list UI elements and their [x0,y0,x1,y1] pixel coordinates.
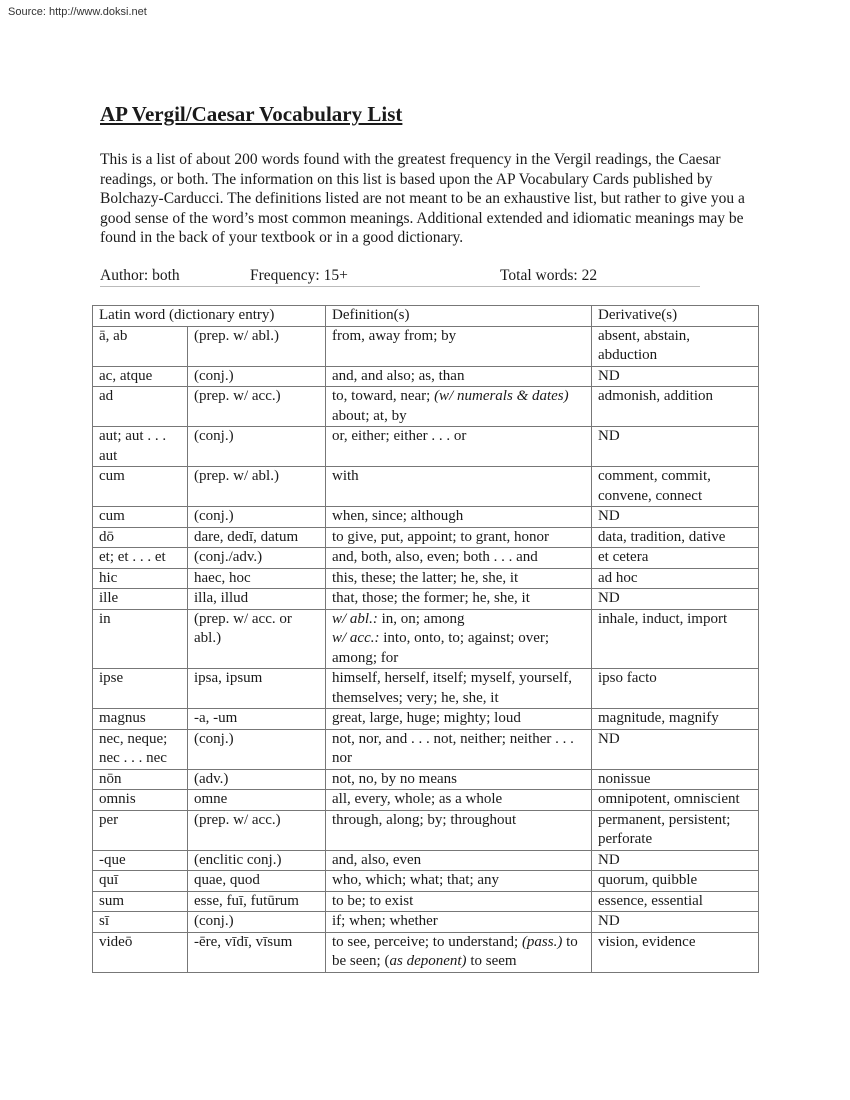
table-header-row [93,306,759,327]
latin-word: per [93,810,188,850]
dictionary-entry: (conj.) [188,729,326,769]
derivative: inhale, induct, import [592,609,759,669]
table-row [93,427,759,467]
derivative: ad hoc [592,568,759,589]
derivative: ND [592,729,759,769]
definition: and, and also; as, than [326,366,592,387]
derivative: nonissue [592,769,759,790]
derivative: quorum, quibble [592,871,759,892]
latin-word: cum [93,467,188,507]
derivative: data, tradition, dative [592,527,759,548]
table-row [93,729,759,769]
definition-text: to see, perceive; to understand; [332,933,522,950]
derivative: comment, commit, convene, connect [592,467,759,507]
table-row [93,790,759,811]
dictionary-entry: (prep. w/ acc.) [188,810,326,850]
definition-text: to be seen; ( [332,933,578,969]
derivative: absent, abstain, abduction [592,326,759,366]
derivative: ND [592,507,759,528]
dictionary-entry: (conj.) [188,366,326,387]
vocabulary-table [92,305,759,973]
definition: from, away from; by [326,326,592,366]
definition-note: w/ acc.: [332,630,380,646]
table-row [93,912,759,933]
definition: if; when; whether [326,912,592,933]
table-row [93,891,759,912]
definition-note: (pass.) [521,933,563,950]
definition: through, along; by; throughout [326,810,592,850]
dictionary-entry: (conj.) [188,427,326,467]
derivative: ND [592,366,759,387]
definition-text: in, on; among [377,610,465,627]
latin-word: ad [93,387,188,427]
latin-word: sī [93,912,188,933]
derivative: ND [592,589,759,610]
latin-word: sum [93,891,188,912]
table-row [93,609,759,669]
header-derivative: Derivative(s) [592,306,759,327]
definition-text: to seem [466,953,517,969]
derivative: ipso facto [592,669,759,709]
latin-word: magnus [93,709,188,730]
dictionary-entry: -ēre, vīdī, vīsum [188,932,326,972]
table-row [93,871,759,892]
definition: and, both, also, even; both . . . and [326,548,592,569]
dictionary-entry: illa, illud [188,589,326,610]
definition: to give, put, appoint; to grant, honor [326,527,592,548]
definition-text: to, toward, near; [332,388,435,404]
page-title: AP Vergil/Caesar Vocabulary List [100,102,403,126]
dictionary-entry: (conj.) [188,912,326,933]
header-definition: Definition(s) [326,306,592,327]
definition-note: (w/ numerals & dates) [434,388,569,404]
latin-word: ille [93,589,188,610]
derivative: ND [592,912,759,933]
definition-note: as deponent) [389,953,467,969]
derivative: et cetera [592,548,759,569]
definition: himself, herself, itself; myself, yourself, themselves; very; he, she, it [326,669,592,709]
derivative: ND [592,427,759,467]
latin-word: ipse [93,669,188,709]
author-label: Author: both [100,267,180,284]
derivative: admonish, addition [592,387,759,427]
dictionary-entry: (prep. w/ acc.) [188,387,326,427]
definition: with [326,467,592,507]
latin-word: cum [93,507,188,528]
definition: or, either; either . . . or [326,427,592,467]
derivative: magnitude, magnify [592,709,759,730]
dictionary-entry: (conj.) [188,507,326,528]
source-url: Source: http://www.doksi.net [8,6,147,18]
dictionary-entry: -a, -um [188,709,326,730]
table-row [93,507,759,528]
dictionary-entry: quae, quod [188,871,326,892]
derivative: ND [592,850,759,871]
table-row [93,709,759,730]
frequency-label: Frequency: 15+ [250,267,348,284]
derivative: essence, essential [592,891,759,912]
definition: that, those; the former; he, she, it [326,589,592,610]
table-row [93,568,759,589]
table-row [93,387,759,427]
latin-word: quī [93,871,188,892]
table-row [93,589,759,610]
definition-text: about; at, by [332,407,407,424]
definition: to be; to exist [326,891,592,912]
latin-word: videō [93,932,188,972]
list-meta [100,267,700,287]
definition: not, nor, and . . . not, neither; neither . . . nor [326,729,592,769]
table-row [93,467,759,507]
definition: great, large, huge; mighty; loud [326,709,592,730]
intro-paragraph: This is a list of about 200 words found with the greatest frequency in the Vergil readings, the Caesar readings, or both. The information on this list is based upon the AP Vocabulary Cards published by Bolchazy-Carducci. The definitions listed are not meant to be an exhaustive list, but rather to give you a good sense of the word’s most common meanings. Additional extended and idiomatic meanings may be found in the back of your textbook or in a good dictionary. [100,151,745,246]
definition: this, these; the latter; he, she, it [326,568,592,589]
total-words-label: Total words: 22 [500,267,598,284]
definition [326,932,592,972]
dictionary-entry: (adv.) [188,769,326,790]
latin-word: in [93,609,188,669]
latin-word: ac, atque [93,366,188,387]
table-row [93,669,759,709]
definition [326,387,592,427]
latin-word: nōn [93,769,188,790]
table-row [93,366,759,387]
definition: who, which; what; that; any [326,871,592,892]
definition: not, no, by no means [326,769,592,790]
dictionary-entry: (conj./adv.) [188,548,326,569]
dictionary-entry: haec, hoc [188,568,326,589]
header-latin-word: Latin word (dictionary entry) [93,306,326,327]
table-row [93,932,759,972]
latin-word: -que [93,850,188,871]
dictionary-entry: (prep. w/ abl.) [188,467,326,507]
dictionary-entry: omne [188,790,326,811]
derivative: omnipotent, omniscient [592,790,759,811]
definition-text: into, onto, to; against; over; among; for [332,630,550,666]
dictionary-entry: (prep. w/ abl.) [188,326,326,366]
dictionary-entry: (enclitic conj.) [188,850,326,871]
definition: when, since; although [326,507,592,528]
dictionary-entry: (prep. w/ acc. or abl.) [188,609,326,669]
dictionary-entry: dare, dedī, datum [188,527,326,548]
table-row [93,810,759,850]
table-row [93,326,759,366]
latin-word: nec, neque; nec . . . nec [93,729,188,769]
latin-word: ā, ab [93,326,188,366]
table-row [93,548,759,569]
latin-word: dō [93,527,188,548]
derivative: vision, evidence [592,932,759,972]
derivative: permanent, persistent; perforate [592,810,759,850]
table-row [93,850,759,871]
dictionary-entry: ipsa, ipsum [188,669,326,709]
definition: and, also, even [326,850,592,871]
table-row [93,527,759,548]
definition [326,609,592,669]
latin-word: hic [93,568,188,589]
definition: all, every, whole; as a whole [326,790,592,811]
dictionary-entry: esse, fuī, futūrum [188,891,326,912]
latin-word: aut; aut . . . aut [93,427,188,467]
latin-word: et; et . . . et [93,548,188,569]
latin-word: omnis [93,790,188,811]
table-row [93,769,759,790]
definition-note: w/ abl.: [332,610,378,627]
